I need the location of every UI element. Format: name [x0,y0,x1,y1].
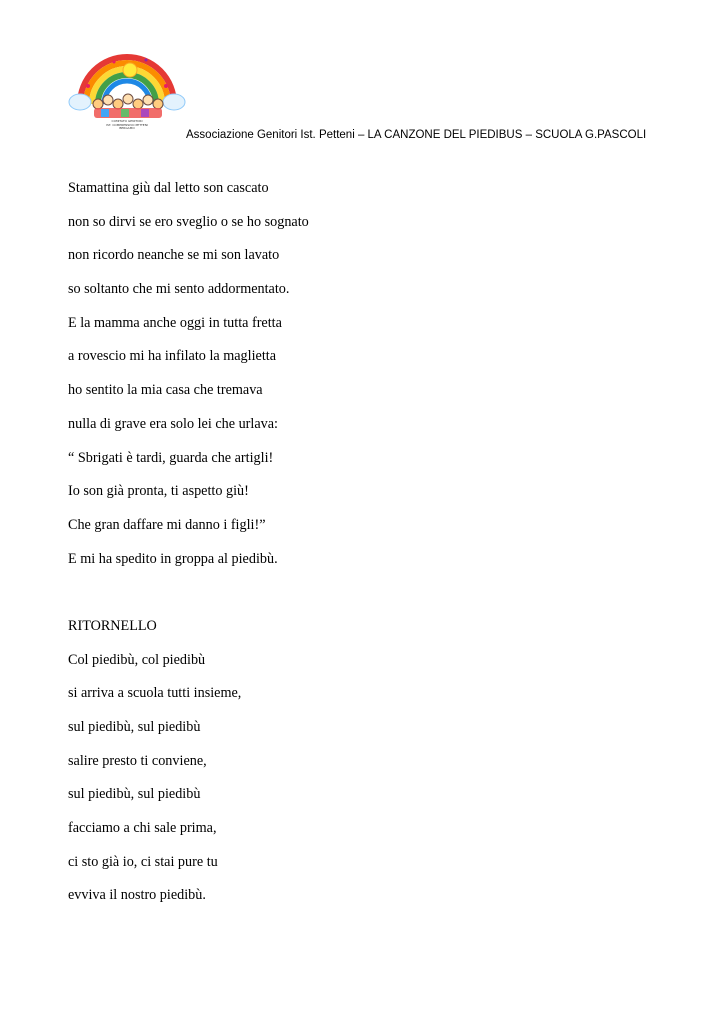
chorus-line: salire presto ti conviene, [68,752,207,769]
association-logo [68,42,186,142]
chorus-line: facciamo a chi sale prima, [68,820,217,837]
stanza-gap [68,582,309,616]
chorus-line: Col piedibù, col piedibù [68,651,206,668]
chorus-line: evviva il nostro piedibù. [68,887,206,904]
chorus-line: sul piedibù, sul piedibù [68,786,201,803]
verse-line: Stamattina giù dal letto son cascato [68,180,269,196]
chorus-line: ci sto già io, ci stai pure tu [68,853,218,870]
verse-line: so soltanto che mi sento addormentato. [68,281,290,298]
verse-line: E mi ha spedito in groppa al piedibù. [68,550,278,567]
chorus [68,616,309,919]
header-title: Associazione Genitori Ist. Petteni – LA CANZONE DEL PIEDIBUS – SCUOLA G.PASCOLI [186,129,647,141]
verse-line: E la mamma anche oggi in tutta fretta [68,314,282,331]
chorus-line: si arriva a scuola tutti insieme, [68,685,242,702]
verse-line: non ricordo neanche se mi son lavato [68,247,280,264]
chorus-heading: RITORNELLO [68,617,157,634]
logo-caption: COMITATO GENITORI IST. COMPRENSIVO PETTENI BERGAMO [106,119,148,130]
verse-line: ho sentito la mia casa che tremava [68,382,263,399]
verse-line: “ Sbrigati è tardi, guarda che artigli! [68,449,274,466]
verse-line: a rovescio mi ha infilato la maglietta [68,348,277,365]
verse-line: Che gran daffare mi danno i figli!” [68,516,266,533]
verse-line: non so dirvi se ero sveglio o se ho sognato [68,213,309,230]
verse [68,178,309,582]
verse-line: nulla di grave era solo lei che urlava: [68,415,278,432]
chorus-line: sul piedibù, sul piedibù [68,719,201,735]
verse-line: Io son già pronta, ti aspetto giù! [68,483,249,500]
song-lyrics [68,178,309,919]
